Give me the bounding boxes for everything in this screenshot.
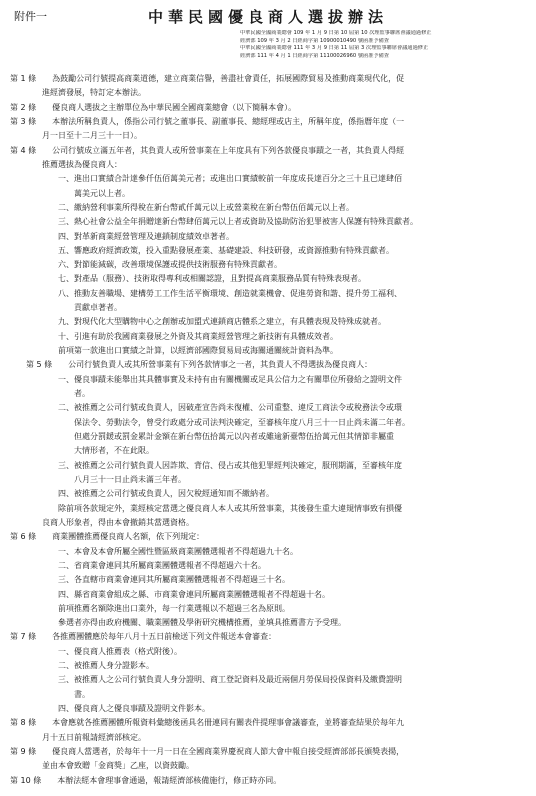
text-line: 並由本會致贈「金商獎」乙座，以資鼓勵。 [10, 761, 194, 771]
revision-line: 經濟部 109 年 3 月 2 日經商字第 10900010490 號函准予備查 [240, 37, 389, 44]
text-line: 第 10 條 本辦法經本會理事會通過，報請經濟部核備施行，修正時亦同。 [10, 775, 282, 785]
text-line: 三、各直轄市商業會連同其所屬商業團體選報者不得超過三十名。 [10, 575, 290, 585]
text-line: 第 1 條 為鼓勵公司行號提高商業道德，建立商業信譽，善盡社會責任，拓展國際貿易及推動商業現代化，促 [10, 74, 405, 83]
text-line: 五、響應政府經濟政策，投入重點發展產業、基礎建設、科技研發，或資源推動有特殊貢獻者。 [10, 245, 394, 255]
annex-label: 附件一 [14, 10, 47, 23]
text-line: 四、被推薦之公司行號或負責人，因欠稅經通知而不繳納者。 [10, 489, 274, 499]
text-line: 良商人形象者，得由本會撤銷其當選資格。 [10, 517, 194, 527]
text-line: 一、優良事蹟未能舉出其具體事實及未持有由有關機關或足具公信力之有關單位所發給之證明文件 [10, 374, 402, 384]
text-line: 第 8 條 本會應就各推薦團體所報資料彙總後函具名冊連同有關表件提理事會議審查，並將審查結果於每年九 [10, 718, 405, 728]
text-line: 八月三十一日止尚未滿三年者。 [10, 474, 186, 484]
text-line: 前項推薦名額除進出口業外，每一行業選報以不超過三名為原則。 [10, 603, 290, 613]
text-line: 第 9 條 優良商人當選者，於每年十一月一日在全國商業界慶祝商人節大會中報自接受經濟部部長頒獎表揚， [10, 747, 405, 757]
text-line: 二、被推薦人身分證影本。 [10, 661, 154, 671]
text-line: 二、被推薦之公司行號或負責人，因破產宣告尚未復權、公司重整、違反工商法令或稅務法令或環 [10, 403, 402, 413]
text-line: 四、對革新商業經營管理及連鎖制度績效卓著者。 [10, 231, 234, 241]
text-line: 六、對節能減碳，改善環境保護或提供技術服務有特殊貢獻者。 [10, 260, 282, 270]
revision-line: 中華民國全國商業總會 109 年 1 月 9 日第 10 屆第 10 次理監事聯席會議通過修正 [240, 30, 432, 36]
text-line: 書。 [10, 689, 90, 699]
text-line: 八、推動友善職場、建構勞工工作生活平衡環境、創造就業機會、促進勞資和諧、提升勞工福利、 [10, 288, 402, 298]
text-line: 前項第一款進出口實績之計算，以經濟部國際貿易局或海關通關統計資料為準。 [10, 346, 338, 356]
text-line: 保法令、勞動法令，曾受行政處分或司法判決確定，至審核年度八月三十一日止尚未滿二年者。 [10, 417, 410, 427]
text-line: 第 3 條 本辦法所稱負責人，係指公司行號之董事長、副董事長、總經理或店主，所稱年度，係指曆年度（一 [10, 116, 405, 126]
text-line: 一、進出口實績合計達參仟伍佰萬美元者；或進出口實績較前一年度成長達百分之三十且已達肆佰 [10, 174, 402, 184]
text-line: 月十五日前報請經濟部核定。 [10, 732, 146, 742]
text-line: 參選者亦得由政府機關、職業團體及學術研究機構推薦，並填具推薦書方予受理。 [10, 618, 346, 628]
text-line: 三、被推薦人之公司行號負責人身分證明、商工登記資料及最近兩個月勞保局投保資料及繳費證明 [10, 675, 402, 685]
text-line: 者。 [10, 389, 90, 399]
revision-history [240, 30, 528, 60]
text-line: 推薦選拔為優良商人： [10, 159, 122, 169]
text-line: 月一日至十二月三十一日）。 [10, 131, 142, 141]
text-line: 除前項各款規定外，業經核定當選之優良商人本人或其所營事業，其後發生重大違規情事致有損優 [10, 503, 402, 513]
text-line: 第 5 條 公司行號負責人或其所營事業有下列各款情事之一者，其負責人不得選拔為優良商人： [10, 360, 373, 370]
text-line: 大情形者，不在此限。 [10, 446, 154, 456]
document-title: 中華民國優良商人選拔辦法 [147, 8, 388, 26]
text-line: 二、省商業會連同其所屬商業團體選報者不得超過六十名。 [10, 560, 266, 570]
text-line: 第 6 條 商業團體推薦優良商人名額，依下列規定： [10, 532, 205, 542]
text-line: 四、縣省商業會組成之縣、市商業會連同所屬商業團體選報者不得超過十名。 [10, 589, 330, 599]
text-line: 進經濟發展，特訂定本辦法。 [10, 88, 146, 98]
text-line: 四、優良商人之優良事蹟及證明文件影本。 [10, 704, 210, 714]
text-line: 第 7 條 各推薦團體應於每年八月十五日前檢送下列文件報送本會審查： [10, 632, 277, 642]
text-line: 一、優良商人推薦表（格式附後）。 [10, 646, 182, 656]
text-line: 貢獻卓著者。 [10, 303, 122, 313]
text-line: 一、本會及本會所屬全國性暨區級商業團體選報者不得超過九十名。 [10, 546, 298, 556]
revision-line: 經濟部 111 年 4 月 1 日經商字第 11100026960 號函准予備查 [240, 52, 389, 59]
text-line: 三、熱心社會公益全年捐贈達新台幣肆佰萬元以上者或資助及協助防治犯罪被害人保護有特殊貢獻者。 [10, 217, 418, 227]
text-line: 二、繳納營利事業所得稅在新台幣貳仟萬元以上或營業稅在新台幣伍佰萬元以上者。 [10, 202, 354, 212]
text-line: 第 4 條 公司行號成立滿五年者，其負責人或所營事業在上年度具有下列各款優良事蹟之一者，其負責人得經 [10, 145, 405, 155]
text-line: 十、引進有助於我國商業發展之外資及其商業經營管理之新技術有具體成效者。 [10, 331, 338, 341]
text-line: 七、對產品（服務）、技術取得專利或相關認證，且對提高商業服務品質有特殊表現者。 [10, 274, 366, 284]
text-line: 三、被推薦之公司行號負責人因詐欺、背信、侵占或其他犯罪經判決確定，服刑期滿，至審核年度 [10, 460, 402, 470]
text-line: 萬美元以上者。 [10, 188, 130, 198]
text-line: 第 2 條 優良商人選拔之主辦單位為中華民國全國商業總會（以下簡稱本會）。 [10, 102, 297, 112]
revision-line: 中華民國全國商業總會 111 年 3 月 9 日第 11 屆第 3 次理監事聯席會議通過修正 [240, 45, 429, 52]
text-line: 九、對現代化大型購物中心之創辦或加盟式連鎖商店體系之建立，有具體表現及特殊成就者。 [10, 317, 386, 327]
text-line: 但處分罰鍰或罰金累計金額在新台幣伍拾萬元以內者或雖逾新臺幣伍拾萬元但其情節非屬重 [10, 432, 394, 441]
